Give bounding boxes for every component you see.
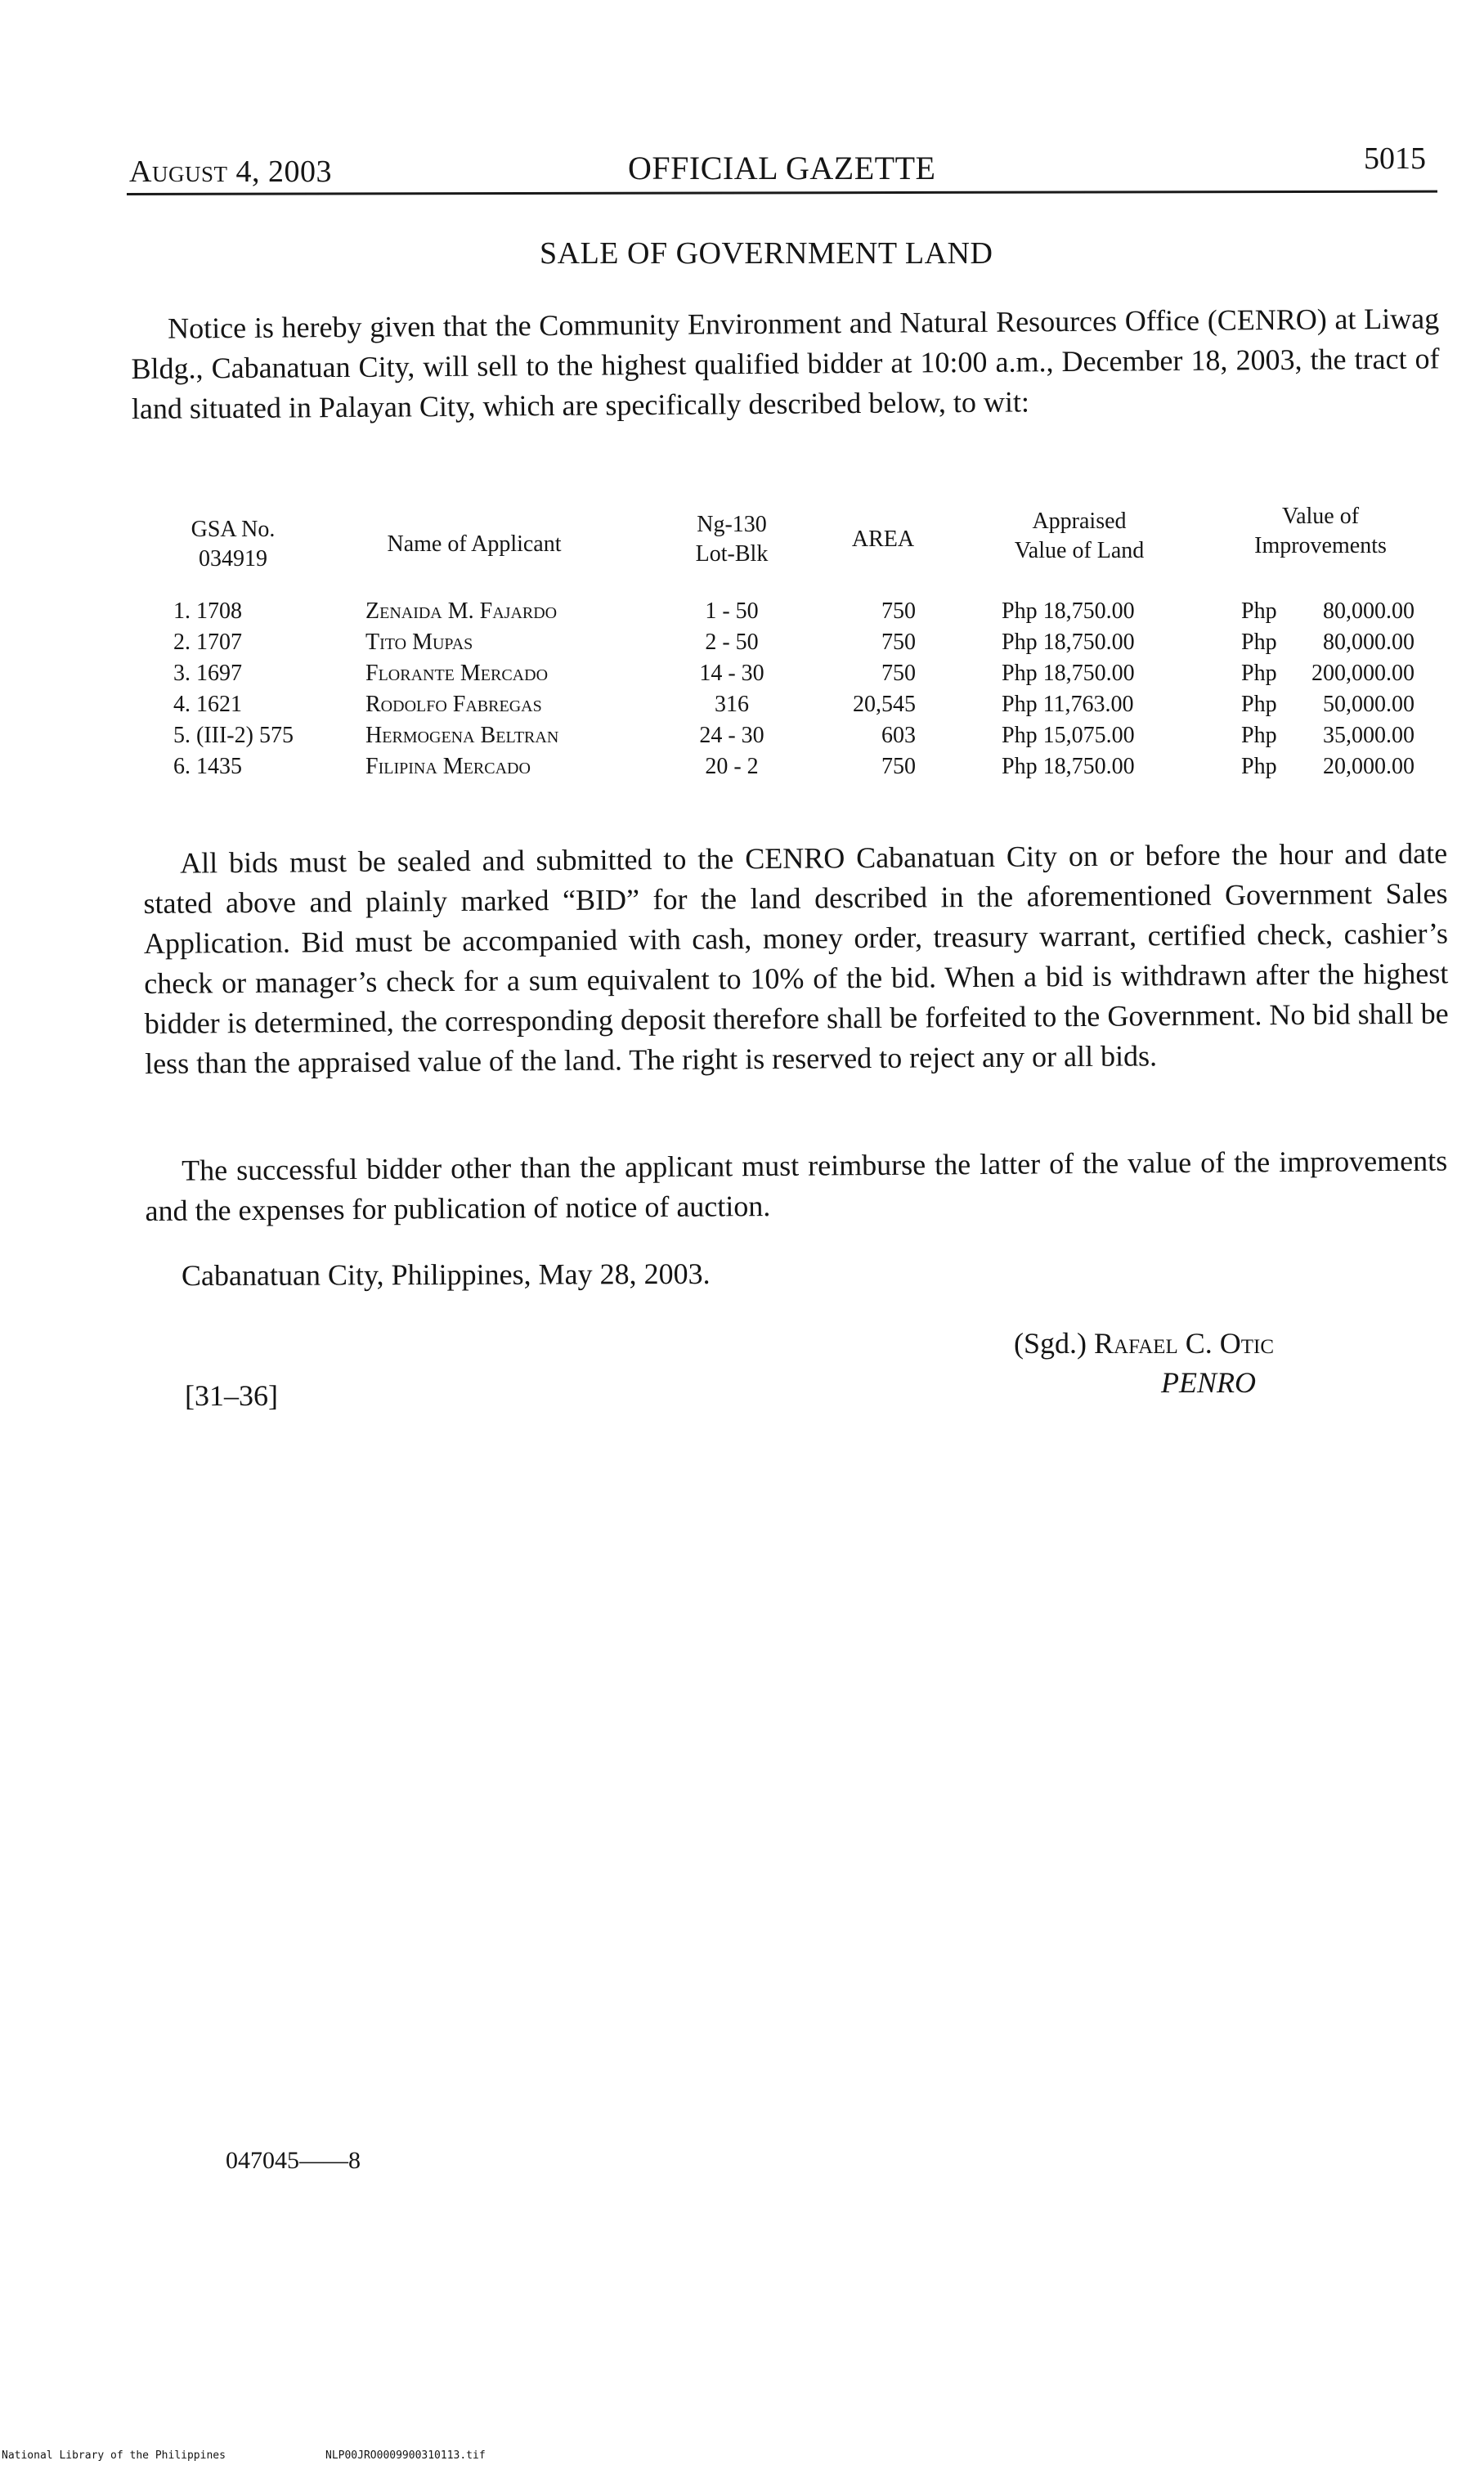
cell-impr-currency: Php (1241, 598, 1277, 624)
cell-applicant: Zenaida M. Fajardo (365, 598, 558, 624)
cell-area: 603 (881, 723, 916, 748)
table-row (164, 692, 1439, 723)
cell-value: Php 18,750.00 (1002, 598, 1135, 624)
header-value-line2: Value of Land (1014, 538, 1145, 563)
header-improvements (1226, 502, 1415, 561)
signature-name: Rafael C. Otic (1094, 1327, 1274, 1360)
cell-area: 20,545 (853, 692, 916, 717)
bidder-paragraph: The successful bidder other than the applicant must reimburse the latter of the value of the improvements and the expenses for publication of notice of auction. (145, 1144, 1448, 1227)
cell-gsa: 5. (III-2) 575 (173, 723, 294, 748)
header-gsa-line1: GSA No. (191, 517, 276, 542)
cell-gsa: 2. 1707 (173, 630, 242, 655)
cell-impr-currency: Php (1241, 661, 1277, 686)
bids-paragraph: All bids must be sealed and submitted to the CENRO Cabanatuan City on or before the hour and date stated above and plainly marked “BID” for the land described in the aforementioned Government Sales Application. Bid must be accompanied with cash, money order, treasury warrant, certified check, cashier’s check or manager’s check for a sum equivalent to 10% of the bid. When a bid is withdrawn after the highest bidder is determined, the corresponding deposit therefore shall be forfeited to the Government. No bid shall be less than the appraised value of the land. The right is reserved to reject any or all bids. (143, 836, 1449, 1080)
cell-area: 750 (881, 630, 916, 655)
cell-lot: 24 - 30 (699, 723, 764, 748)
header-date: August 4, 2003 (129, 155, 332, 189)
header-gsa-line2: 034919 (199, 546, 267, 571)
cell-gsa: 3. 1697 (173, 661, 242, 686)
cell-value: Php 18,750.00 (1002, 630, 1135, 655)
signature-line (1014, 1326, 1274, 1360)
cell-applicant: Hermogena Beltran (365, 723, 559, 748)
cell-impr-currency: Php (1241, 692, 1277, 717)
scan-footer-library: National Library of the Philippines (2, 2449, 226, 2462)
table-row (164, 598, 1439, 630)
header-name (368, 530, 581, 559)
header-area-line: AREA (851, 527, 915, 552)
header-lot-line1: Ng-130 (697, 512, 767, 537)
cell-value: Php 18,750.00 (1002, 661, 1135, 686)
cell-applicant: Filipina Mercado (365, 754, 531, 779)
cell-area: 750 (881, 661, 916, 686)
cell-lot: 316 (715, 692, 749, 717)
header-rule (127, 190, 1437, 195)
header-impr-line2: Improvements (1254, 533, 1387, 558)
cell-lot: 20 - 2 (705, 754, 759, 779)
header-gsa (172, 515, 294, 574)
header-lot (670, 510, 793, 569)
page-number: 5015 (1364, 141, 1426, 176)
cell-impr-amount: 20,000.00 (1323, 754, 1415, 779)
table-row (164, 723, 1439, 754)
cell-gsa: 6. 1435 (173, 754, 242, 779)
cell-impr-amount: 50,000.00 (1323, 692, 1415, 717)
cell-value: Php 18,750.00 (1002, 754, 1135, 779)
signature-position: PENRO (1161, 1366, 1256, 1399)
issue-reference: [31–36] (185, 1379, 278, 1412)
cell-applicant: Rodolfo Fabregas (365, 692, 542, 717)
cell-impr-currency: Php (1241, 630, 1277, 655)
table-row (164, 630, 1439, 661)
cell-impr-amount: 80,000.00 (1323, 598, 1415, 624)
land-table (164, 500, 1439, 795)
header-name-line: Name of Applicant (387, 531, 562, 557)
scan-footer-file: NLP00JRO0009900310113.tif (325, 2449, 486, 2462)
header-value-line1: Appraised (1032, 509, 1127, 534)
table-row (164, 754, 1439, 785)
cell-gsa: 4. 1621 (173, 692, 242, 717)
place-date: Cabanatuan City, Philippines, May 28, 2003. (181, 1257, 711, 1293)
cell-lot: 1 - 50 (705, 598, 759, 624)
header-value (989, 507, 1169, 566)
cell-impr-amount: 35,000.00 (1323, 723, 1415, 748)
cell-value: Php 11,763.00 (1002, 692, 1134, 717)
cell-lot: 14 - 30 (699, 661, 764, 686)
cell-impr-currency: Php (1241, 723, 1277, 748)
cell-impr-currency: Php (1241, 754, 1277, 779)
header-area (834, 525, 932, 554)
table-row (164, 661, 1439, 692)
header-impr-line1: Value of (1281, 504, 1360, 529)
cell-lot: 2 - 50 (705, 630, 759, 655)
cell-impr-amount: 80,000.00 (1323, 630, 1415, 655)
cell-area: 750 (881, 598, 916, 624)
intro-paragraph: Notice is hereby given that the Community Environment and Natural Resources Office (CENRO) at Liwag Bldg., Cabanatuan City, will sell to the highest qualified bidder at 10:00 a.m., December 18, 2003, the tract of land situated in Palayan City, which are specifically described below, to wit: (131, 302, 1440, 425)
publication-title: OFFICIAL GAZETTE (628, 150, 936, 186)
cell-gsa: 1. 1708 (173, 598, 242, 624)
signature-sgd: (Sgd.) (1014, 1327, 1087, 1360)
cell-impr-amount: 200,000.00 (1311, 661, 1415, 686)
footer-code: 047045——8 (226, 2147, 361, 2174)
cell-applicant: Tito Mupas (365, 630, 473, 655)
header-lot-line2: Lot-Blk (695, 541, 769, 567)
cell-area: 750 (881, 754, 916, 779)
cell-value: Php 15,075.00 (1002, 723, 1135, 748)
cell-applicant: Florante Mercado (365, 661, 549, 686)
notice-title: SALE OF GOVERNMENT LAND (540, 236, 993, 271)
